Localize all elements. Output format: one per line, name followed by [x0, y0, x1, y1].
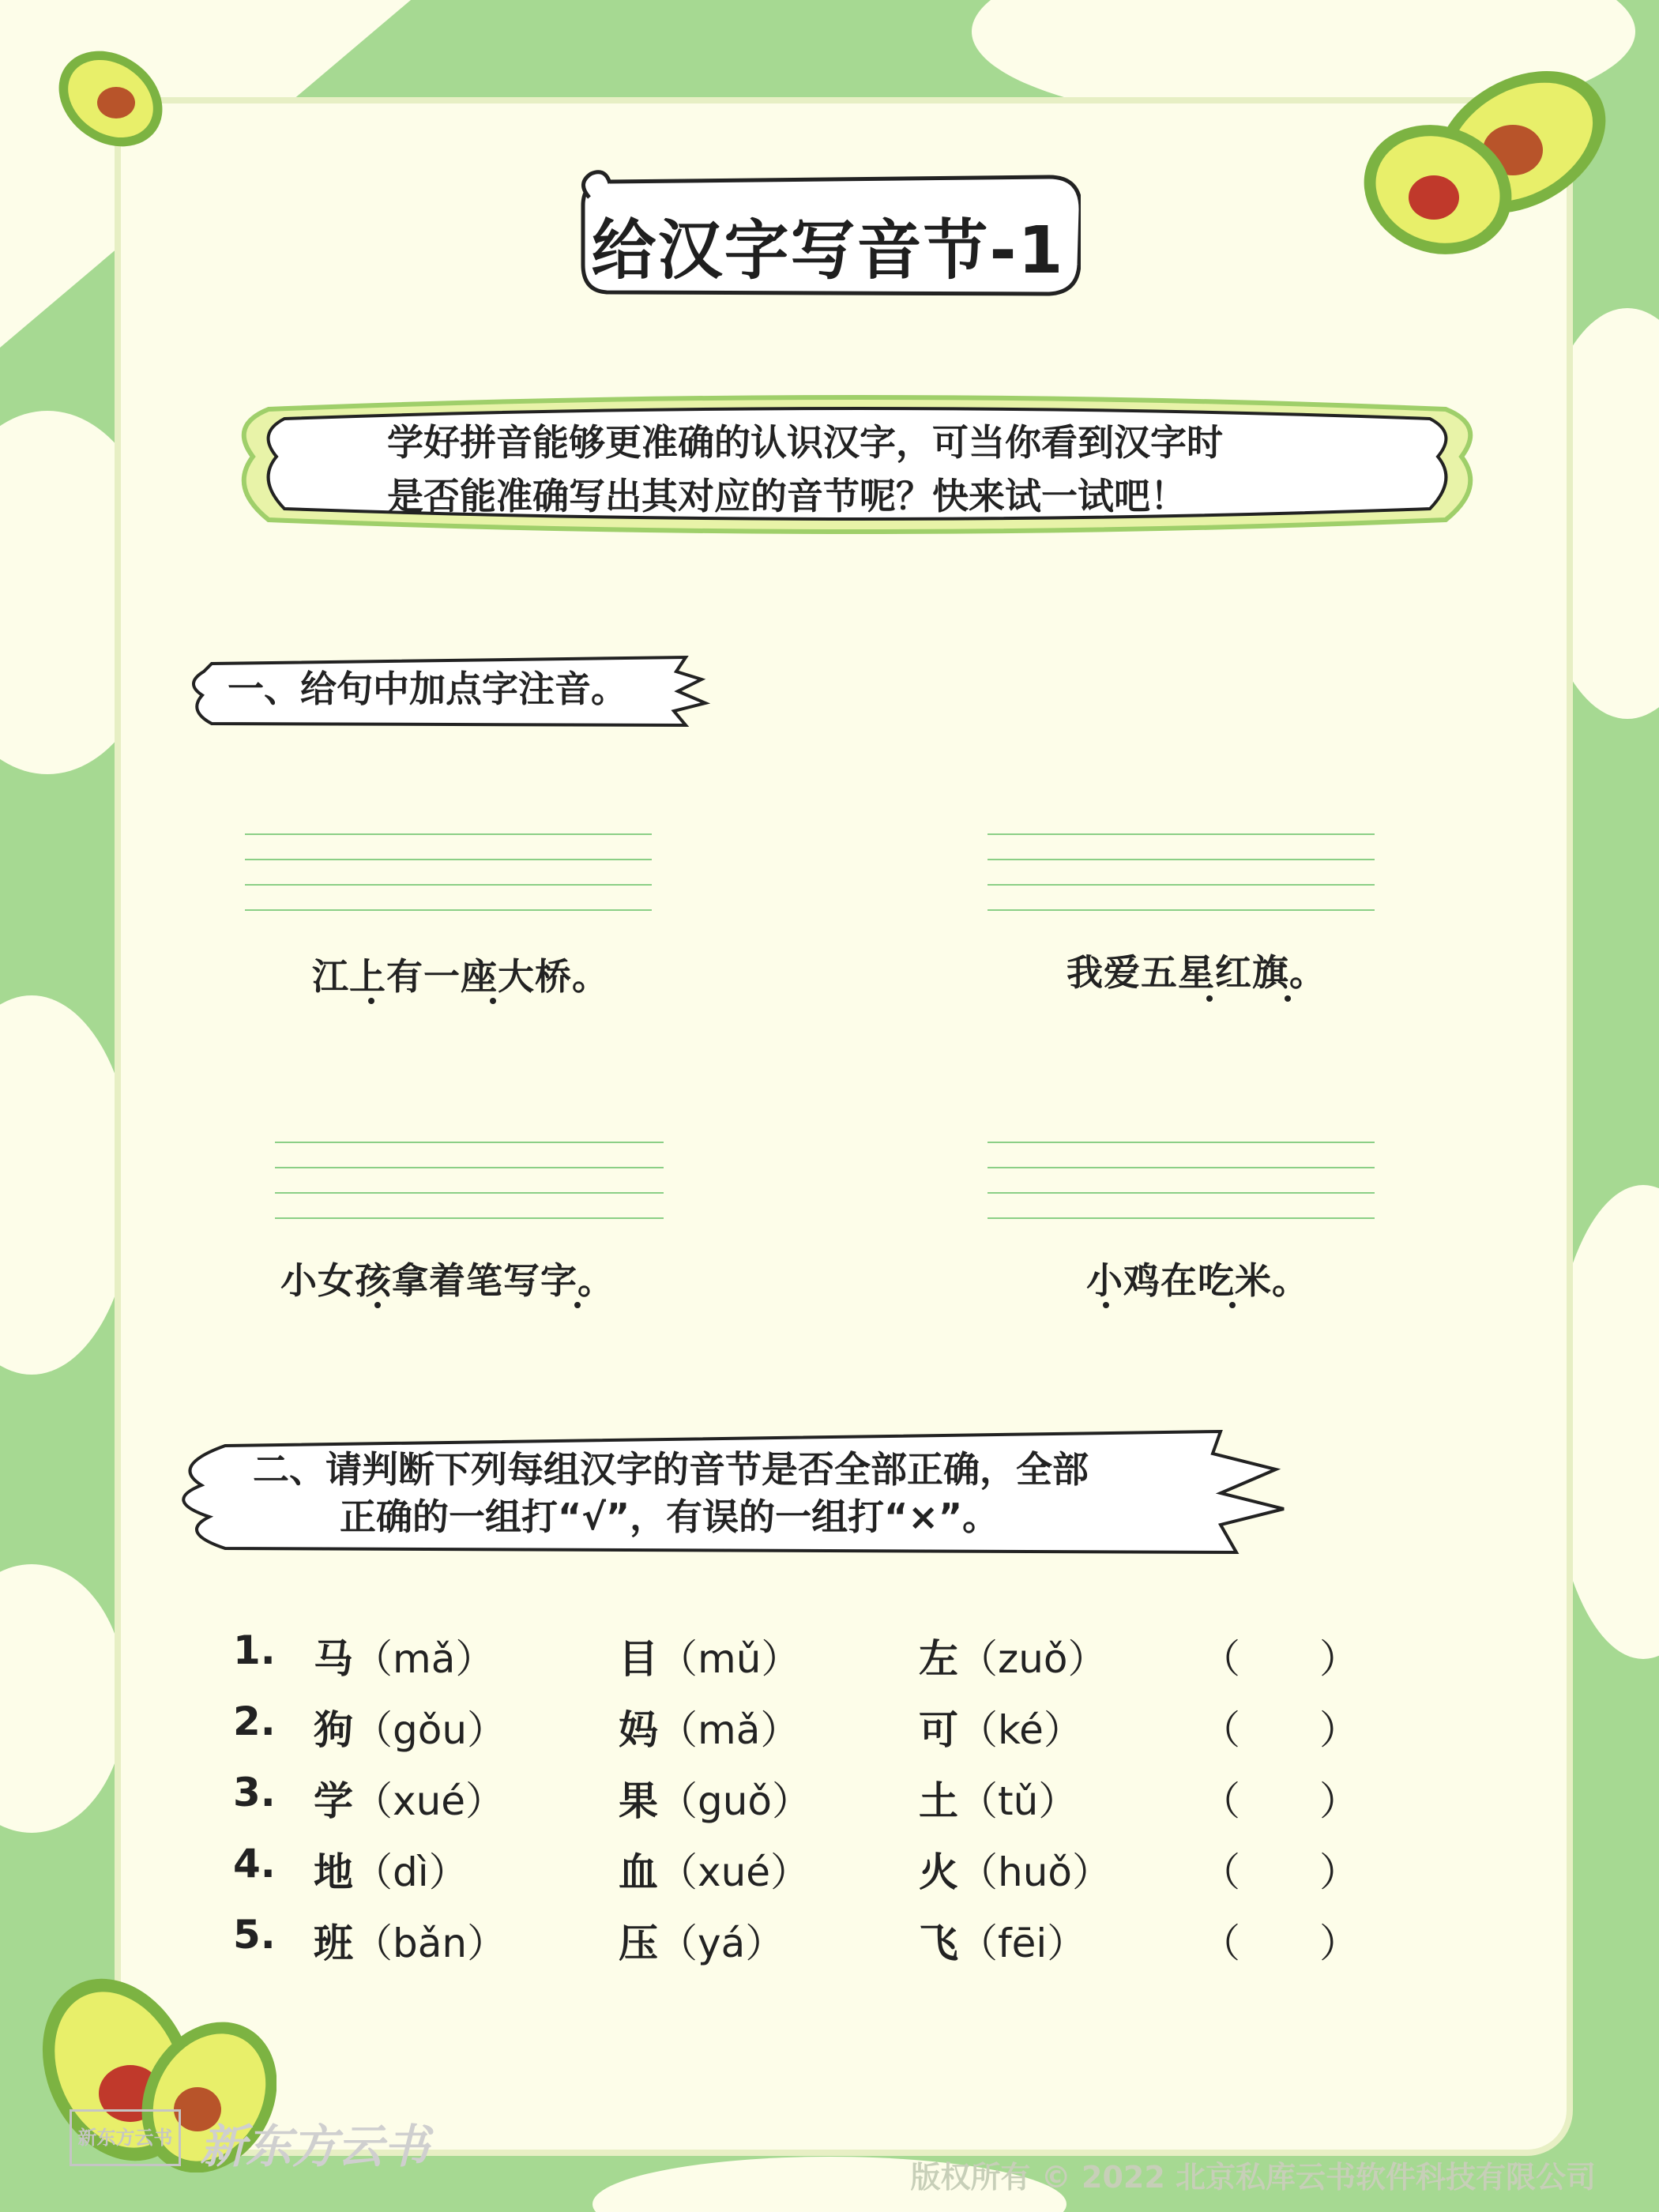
pinyin: （gǒu） [353, 1707, 507, 1753]
hanzi: 果 [619, 1778, 658, 1824]
section2-heading-line-2: 正确的一组打“√”，有误的一组打“×”。 [340, 1495, 999, 1538]
logo-box: 新东方云书 [70, 2109, 181, 2166]
section1-heading [180, 648, 717, 735]
pinyin: （dì） [353, 1849, 468, 1895]
pinyin: （xué） [353, 1778, 506, 1824]
hanzi: 妈 [619, 1707, 658, 1753]
answer-blank[interactable]: （ ） [1201, 1920, 1359, 1966]
row-number: 1. [233, 1627, 276, 1673]
hanzi: 左 [919, 1636, 958, 1682]
page-title: 给汉字写音节-1 [591, 213, 1065, 288]
emphasis-dot [574, 1302, 581, 1308]
pinyin: （tǔ） [958, 1778, 1078, 1824]
answer-blank[interactable]: （ ） [1201, 1636, 1359, 1682]
answer-blank[interactable]: （ ） [1201, 1849, 1359, 1895]
avocado-icon [43, 32, 178, 166]
emphasis-dot [368, 998, 374, 1004]
sentence-1: 江上有一座大桥。 [312, 955, 609, 998]
hanzi: 地 [314, 1849, 353, 1895]
writing-lines-4[interactable] [988, 1142, 1375, 1243]
sentence-4: 小鸡在吃米。 [1086, 1259, 1309, 1302]
section1-heading-text: 一、给句中加点字注音。 [228, 668, 627, 710]
pinyin: （mǎ） [658, 1707, 800, 1753]
copyright-text: 版权所有 © 2022 北京私库云书软件科技有限公司 [910, 2160, 1596, 2195]
sentence-3: 小女孩拿着笔写字。 [280, 1259, 615, 1302]
intro-text [387, 416, 1351, 523]
hanzi: 可 [919, 1707, 958, 1753]
row-number: 3. [233, 1770, 276, 1815]
logo-text: 新东方云书 [200, 2120, 430, 2173]
pinyin: （bǎn） [353, 1920, 507, 1966]
intro-line-1: 学好拼音能够更准确的认识汉字，可当你看到汉字时 [387, 421, 1223, 464]
hanzi: 压 [619, 1920, 658, 1966]
row-number: 5. [233, 1912, 276, 1958]
emphasis-dot [1229, 1302, 1236, 1308]
sentence-2: 我爱五星红旗。 [1066, 951, 1326, 994]
hanzi: 土 [919, 1778, 958, 1824]
hanzi: 马 [314, 1636, 353, 1682]
emphasis-dot [1206, 995, 1213, 1002]
writing-lines-2[interactable] [988, 833, 1375, 935]
answer-blank[interactable]: （ ） [1201, 1707, 1359, 1753]
pinyin: （xué） [658, 1849, 811, 1895]
emphasis-dot [374, 1302, 381, 1308]
hanzi: 火 [919, 1849, 958, 1895]
section2-heading-line-1: 二、请判断下列每组汉字的音节是否全部正确，全部 [253, 1448, 1089, 1491]
hanzi: 学 [314, 1778, 353, 1824]
hanzi: 狗 [314, 1707, 353, 1753]
answer-blank[interactable]: （ ） [1201, 1778, 1359, 1824]
writing-lines-3[interactable] [275, 1142, 664, 1243]
pinyin: （mǔ） [658, 1636, 801, 1682]
emphasis-dot [1285, 995, 1291, 1002]
pinyin: （zuǒ） [958, 1636, 1108, 1682]
emphasis-dot [1103, 1302, 1109, 1308]
hanzi: 目 [619, 1636, 658, 1682]
pinyin: （fēi） [958, 1920, 1087, 1966]
title-banner [575, 166, 1081, 300]
intro-line-2: 是否能准确写出其对应的音节呢？快来试一试吧！ [387, 475, 1187, 517]
pinyin: （huǒ） [958, 1849, 1112, 1895]
pinyin: （guǒ） [658, 1778, 812, 1824]
hanzi: 班 [314, 1920, 353, 1966]
hanzi: 飞 [919, 1920, 958, 1966]
pinyin: （ké） [958, 1707, 1083, 1753]
section2-heading [162, 1414, 1300, 1572]
row-number: 4. [233, 1841, 276, 1887]
avocado-icon [1359, 32, 1612, 269]
hanzi: 血 [619, 1849, 658, 1895]
pinyin: （yá） [658, 1920, 785, 1966]
pinyin: （mǎ） [353, 1636, 495, 1682]
row-number: 2. [233, 1698, 276, 1744]
writing-lines-1[interactable] [245, 833, 652, 935]
emphasis-dot [490, 998, 496, 1004]
intro-banner [229, 378, 1485, 551]
